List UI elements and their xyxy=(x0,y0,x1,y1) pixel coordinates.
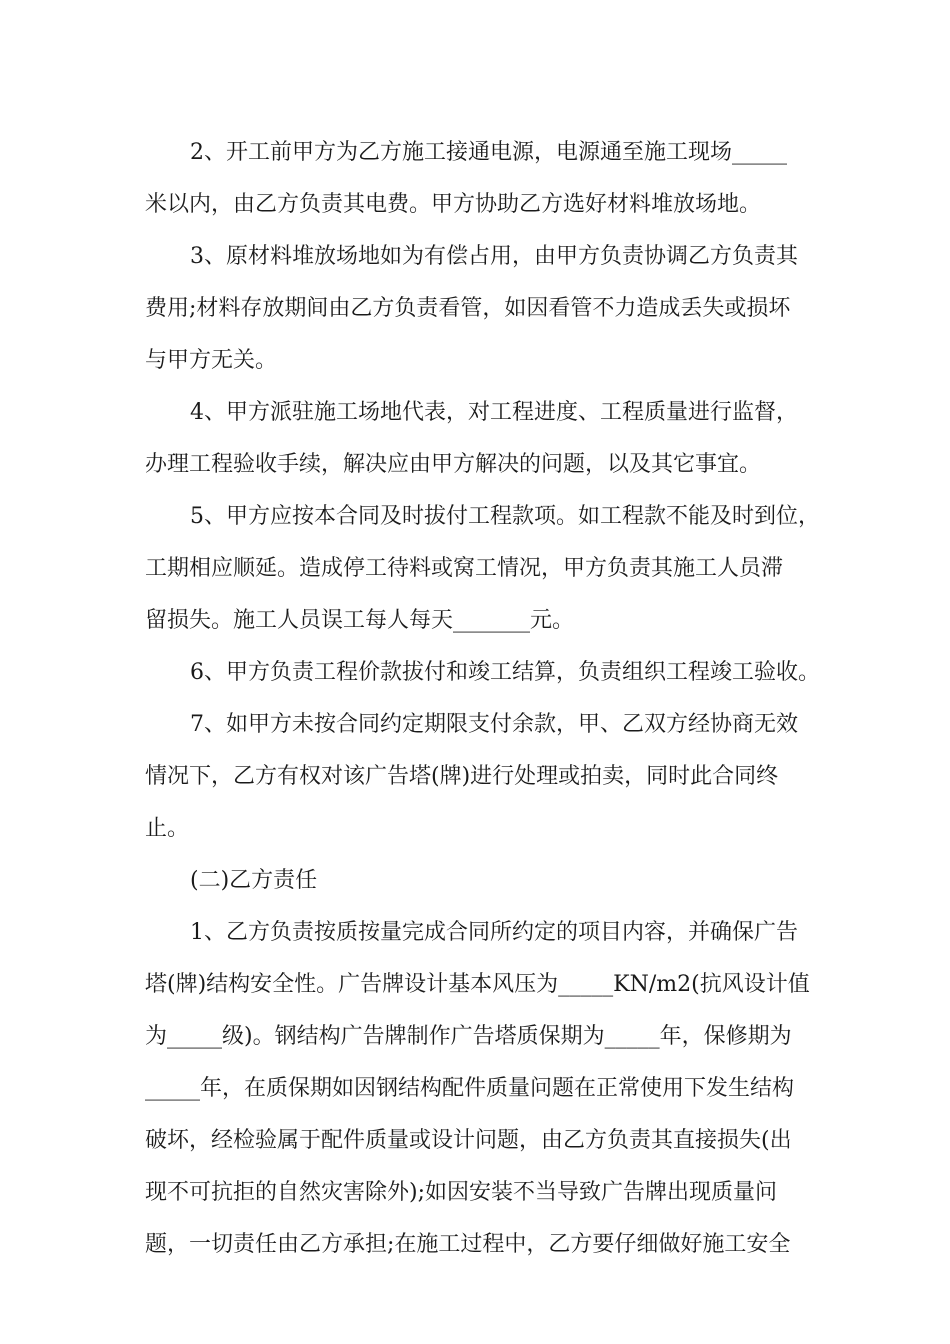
para-b1-line-2: 塔(牌)结构安全性。广告牌设计基本风压为_____KN/m2(抗风设计值 xyxy=(145,972,810,997)
para-3-line-3: 与甲方无关。 xyxy=(145,348,278,373)
para-3-line-1: 3、原材料堆放场地如为有偿占用，由甲方负责协调乙方负责其 xyxy=(190,244,798,269)
para-7-line-1: 7、如甲方未按合同约定期限支付余款，甲、乙双方经协商无效 xyxy=(190,712,798,737)
para-b1-line-6: 现不可抗拒的自然灾害除外);如因安装不当导致广告牌出现质量问 xyxy=(145,1180,777,1205)
para-b1-line-3: 为_____级)。钢结构广告牌制作广告塔质保期为_____年，保修期为 xyxy=(145,1024,792,1049)
para-4-line-1: 4、甲方派驻施工场地代表，对工程进度、工程质量进行监督， xyxy=(190,400,798,425)
section-heading-party-b: (二)乙方责任 xyxy=(190,868,318,893)
para-b1-line-7: 题，一切责任由乙方承担;在施工过程中，乙方要仔细做好施工安全 xyxy=(145,1232,791,1257)
para-5-line-1: 5、甲方应按本合同及时拔付工程款项。如工程款不能及时到位， xyxy=(190,504,820,529)
para-5-line-3: 留损失。施工人员误工每人每天_______元。 xyxy=(145,608,575,633)
para-b1-line-5: 破坏，经检验属于配件质量或设计问题，由乙方负责其直接损失(出 xyxy=(145,1128,792,1153)
para-7-line-3: 止。 xyxy=(145,816,190,841)
para-b1-line-4: _____年，在质保期如因钢结构配件质量问题在正常使用下发生结构 xyxy=(145,1076,795,1101)
contract-text xyxy=(145,127,820,1271)
para-5-line-2: 工期相应顺延。造成停工待料或窝工情况，甲方负责其施工人员滞 xyxy=(145,556,784,581)
para-2-line-1: 2、开工前甲方为乙方施工接通电源，电源通至施工现场_____ xyxy=(190,140,787,165)
para-b1-line-1: 1、乙方负责按质按量完成合同所约定的项目内容，并确保广告 xyxy=(190,920,798,945)
para-3-line-2: 费用;材料存放期间由乙方负责看管，如因看管不力造成丢失或损坏 xyxy=(145,296,791,321)
para-6-line-1: 6、甲方负责工程价款拔付和竣工结算，负责组织工程竣工验收。 xyxy=(190,660,820,685)
para-7-line-2: 情况下，乙方有权对该广告塔(牌)进行处理或拍卖，同时此合同终 xyxy=(145,764,779,789)
para-2-line-2: 米以内，由乙方负责其电费。甲方协助乙方选好材料堆放场地。 xyxy=(145,192,762,217)
para-4-line-2: 办理工程验收手续，解决应由甲方解决的问题，以及其它事宜。 xyxy=(145,452,762,477)
